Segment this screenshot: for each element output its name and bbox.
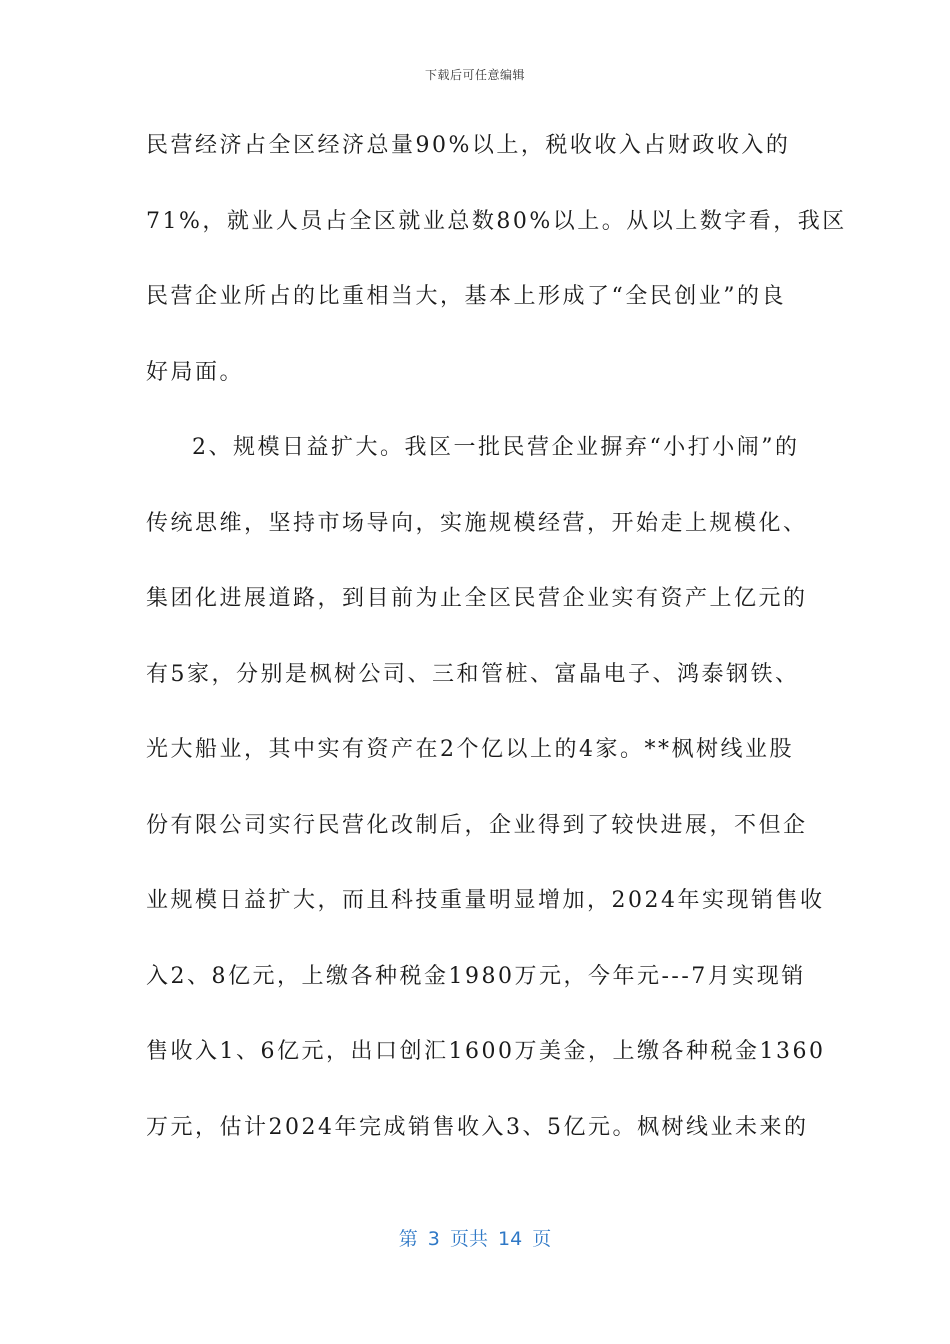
footer-current-page: 3 (427, 1228, 440, 1250)
footer-suffix: 页 (532, 1228, 552, 1250)
page-footer (0, 1224, 950, 1251)
body-line: 民营企业所占的比重相当大，基本上形成了“全民创业”的良 (146, 284, 786, 309)
footer-total-pages: 14 (498, 1228, 523, 1250)
footer-middle: 页共 (449, 1228, 488, 1250)
body-line: 集团化进展道路，到目前为止全区民营企业实有资产上亿元的 (146, 586, 808, 611)
body-line: 71%，就业人员占全区就业总数80%以上。从以上数字看，我区 (146, 208, 847, 234)
body-line: 有5家，分别是枫树公司、三和管桩、富晶电子、鸿泰钢铁、 (146, 661, 800, 687)
paragraph-start-line: 2、规模日益扩大。我区一批民营企业摒弃“小打小闹”的 (192, 435, 800, 460)
document-body (146, 121, 847, 1178)
body-line: 万元，估计2024年完成销售收入3、5亿元。枫树线业未来的 (146, 1114, 809, 1140)
body-line: 好局面。 (146, 359, 245, 385)
footer-prefix: 第 (398, 1228, 418, 1250)
body-line: 份有限公司实行民营化改制后，企业得到了较快进展，不但企 (146, 812, 808, 838)
body-line: 民营经济占全区经济总量90%以上，税收收入占财政收入的 (146, 133, 791, 158)
body-line: 售收入1、6亿元，出口创汇1600万美金，上缴各种税金1360 (146, 1039, 826, 1064)
body-line: 光大船业，其中实有资产在2个亿以上的4家。**枫树线业股 (146, 737, 794, 762)
page-header: 下载后可任意编辑 (424, 68, 525, 82)
body-line: 入2、8亿元，上缴各种税金1980万元，今年元---7月实现销 (146, 963, 806, 989)
body-line: 业规模日益扩大，而且科技重量明显增加，2024年实现销售收 (146, 888, 825, 913)
body-line: 传统思维，坚持市场导向，实施规模经营，开始走上规模化、 (146, 510, 808, 536)
